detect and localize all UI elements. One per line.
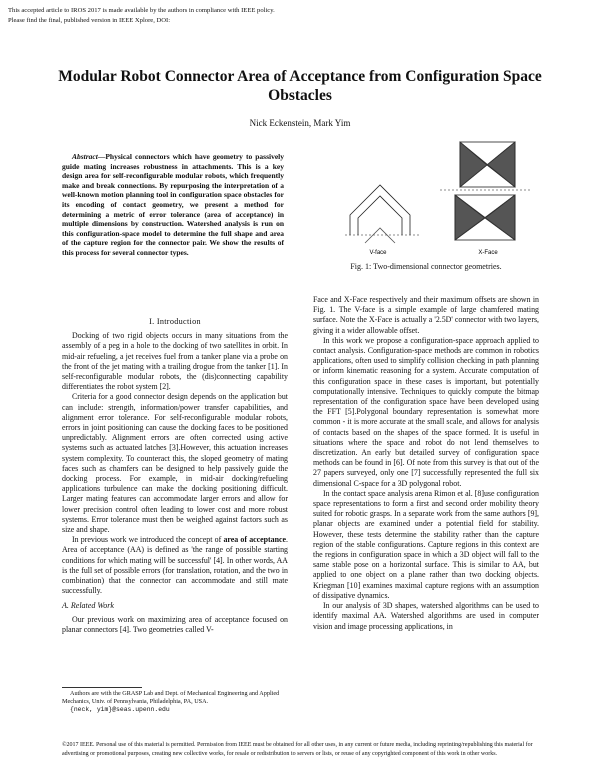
- related-work-paragraph: Our previous work on maximizing area of acceptance focused on planar connectors [4]. Two geometries called V-: [62, 614, 288, 634]
- footnote-email: {neck, yim}@seas.upenn.edu: [70, 706, 170, 713]
- left-column: [62, 312, 288, 635]
- figure-caption: Fig. 1: Two-dimensional connector geometries.: [350, 262, 502, 271]
- intro-paragraph-2: Criteria for a good connector design depends on the application but can include: strength, information/power transfer capabilities, and alignment error tolerance. For self-reconfigurable modular robots, errors in joint positioning can cause the docking faces to be positioned unpredictably. Alignment errors are often corrected using active systems such as actuated latches [3].However, this actuation increases system complexity. To counteract this, the sloped geometry of mating faces such as chamfers can be designed to help passively guide the docking process. For example, in mid-air docking/refueling applications turbulence can make the docking positioning difficult. Larger mating features can accommodate larger errors and allow for lower precision control often leading to lower cost and more robust systems. Error tolerance must then be weighed against factors such as size and shape.: [62, 392, 288, 535]
- subsection-heading-related-work: A. Related Work: [62, 601, 114, 611]
- copyright-notice: ©2017 IEEE. Personal use of this material is permitted. Permission from IEEE must be obtained for all other uses, in any current or future media, including reprinting/republishing this material for advertising or promotional purposes, creating new collective works, for resale or redistribution to servers or lists, or reuse of any copyrighted component of this work in other works.: [62, 742, 533, 757]
- aa-text-after: . Area of acceptance (AA) is defined as 'the range of possible starting conditions for which mating will be successful' [4]. In other words, AA is the full set of possible errors (for translation, rotation, and the two in combination) that the connector can accommodate and still mate successfully.: [62, 535, 288, 596]
- aa-text-before: In previous work we introduced the concept of: [72, 535, 224, 545]
- abstract-label: Abstract: [72, 152, 98, 161]
- intro-paragraph-1: Docking of two rigid objects occurs in many situations from the assembly of a peg in a hole to the docking of two satellites in orbit. In mid-air refueling, a jet receives fuel from a tanker plane via a probe on the front of the jet mating with a trailing drogue from the tanker [1]. In self-reconfigurable modular robots, the (dis)connecting capability differentiates the robot system [2].: [62, 331, 288, 392]
- section-heading-introduction: I. Introduction: [149, 317, 201, 326]
- header-note-line-2: Please find the final, published version in IEEE Xplore, DOI:: [8, 17, 171, 24]
- right-column: [313, 295, 539, 632]
- right-paragraph-1: Face and X-Face respectively and their maximum offsets are shown in Fig. 1. The V-face is a simple example of large chamfered mating surface. Note the X-Face is actually a '2.5D' connector with two layers, giving it a wider allowable offset.: [313, 295, 539, 335]
- fig-label-x-face: X-Face: [478, 250, 498, 256]
- intro-paragraph-3: [62, 535, 288, 596]
- header-note: [8, 6, 428, 26]
- abstract: [62, 152, 284, 258]
- fig-label-v-face: V-face: [369, 250, 387, 256]
- right-paragraph-2: In this work we propose a configuration-space approach applied to contact analysis. Configuration-space methods are common in robotics applications, often used to simplify collision checking in path planning or inform kinematic reasoning for a system. Accurate computation of this configuration space in these cases is important, but potentially computationally intensive. Techniques to quickly compute the bitmap representation of the configuration space have been developed using the FFT [5].Polygonal boundary representation is somewhat more common - it is more accurate at the small scale, and allows for analysis of contacts based on the shapes of the space formed. It is useful in situations where the space and robot do not lend themselves to discretization. An early but detailed survey of configuration space methods can be found in [6]. Of note from this survey is that out of the 27 papers surveyed, only one [7] successfully represented the full six dimensional C-space for a 3D polygonal robot.: [313, 335, 539, 488]
- right-paragraph-4: In our analysis of 3D shapes, watershed algorithms can be used to identify maximal AA. Watershed algorithms are used in computer vision and image processing applications, in: [313, 601, 539, 631]
- right-paragraph-3: In the contact space analysis arena Rimon et al. [8]use configuration space representations to form a first and second order mobility theory suited for robotic grasps. In a separate work from the same authors [9], planar objects are examined under a potential field for stability. However, these tests determine the stability rather than the capture region of the stable configurations. Capture regions in this context are the regions in configuration space in which a 3D object will fall to the same stable pose on a horizontal surface. This is similar to AA, but applied to one object on a plane rather than two docking objects. Kriegman [10] examines maximal capture regions with an assumption of dissipative dynamics.: [313, 488, 539, 600]
- v-face-drawing: [345, 185, 420, 243]
- paper-title: Modular Robot Connector Area of Acceptance from Configuration Space Obstacles: [58, 68, 542, 104]
- aa-term: area of acceptance: [223, 535, 287, 545]
- x-face-drawing: [440, 142, 530, 240]
- footnote-affiliation: Authors are with the GRASP Lab and Dept. of Mechanical Engineering and Applied Mechanics, Univ. of Pennsylvania, Philadelphia, PA, USA.: [62, 690, 280, 705]
- footnote-rule: [62, 687, 142, 688]
- header-note-line-1: This accepted article to IROS 2017 is made available by the authors in compliance with IEEE policy.: [8, 7, 275, 14]
- paper-authors: Nick Eckenstein, Mark Yim: [249, 118, 351, 128]
- figure-1: [340, 140, 540, 260]
- footnote: [62, 690, 290, 714]
- abstract-text: —Physical connectors which have geometry to passively guide mating increases robustness in attachments. This is a key design area for self-reconfigurable modular robots, which frequently make and break connections. By repurposing the interpretation of a well-known motion planning tool in configuration space obstacles for its encoding of contact geometry, we present a method for determining a metric of error tolerance (area of acceptance) in multiple dimensions by construction. Watershed analysis is run on this configuration-space model to determine the full shape and area of the capture region for the connector pair. We show the results of this process for several connector types.: [62, 152, 284, 257]
